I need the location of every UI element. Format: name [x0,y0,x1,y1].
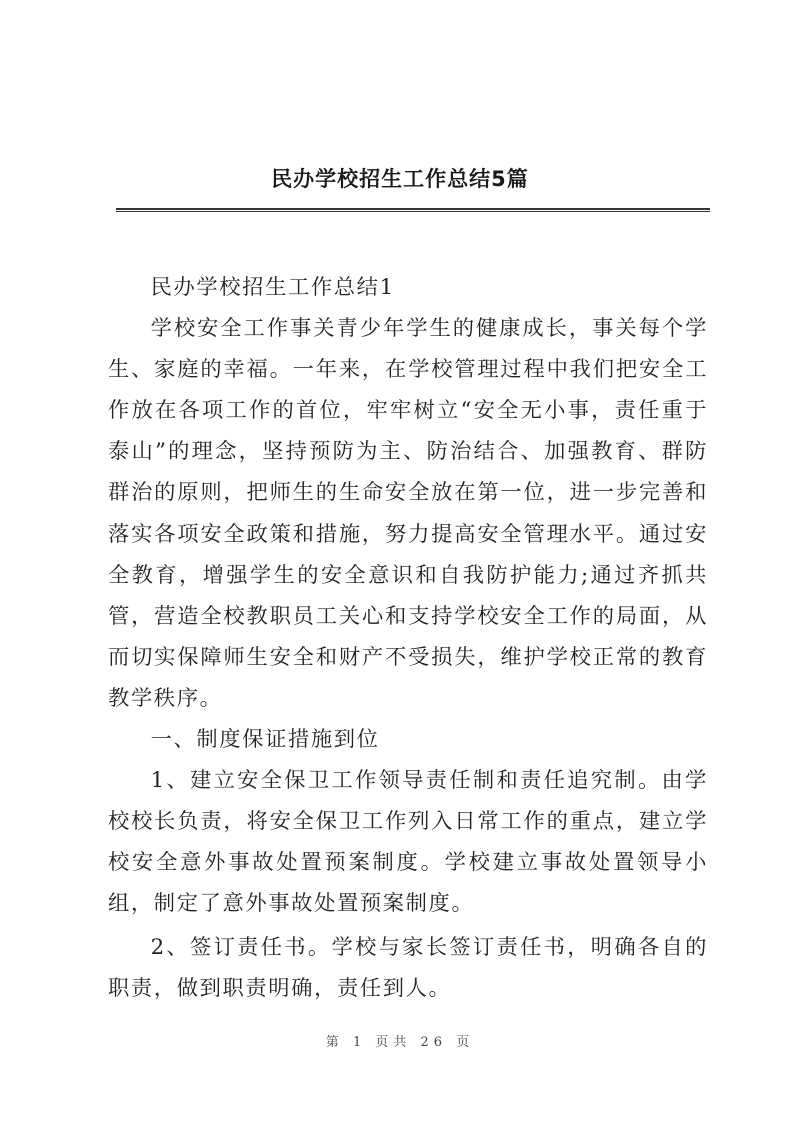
document-title: 民办学校招生工作总结5篇 [271,167,529,191]
section-heading: 民办学校招生工作总结1 [150,275,395,300]
paragraph-intro: 学校安全工作事关青少年学生的健康成长，事关每个学生、家庭的幸福。一年来，在学校管理过程中我们把安全工作放在各项工作的首位，牢牢树立“安全无小事，责任重于泰山”的理念，坚持预防为主、防治结合、加强教育、群防群治的原则，把师生的生命安全放在第一位，进一步完善和落实各项安全政策和措施，努力提高安全管理水平。通过安全教育，增强学生的安全意识和自我防护能力;通过齐抓共管，营造全校教职员工关心和支持学校安全工作的局面，从而切实保障师生安全和财产不受损失，维护学校正常的教育教学秩序。 [108,316,708,711]
footer-prefix: 第 [325,1035,344,1050]
document-body [108,267,708,1009]
title-divider [116,208,710,212]
paragraph-item-1: 1、建立安全保卫工作领导责任制和责任追究制。由学校校长负责，将安全保卫工作列入日常工作的重点，建立学校安全意外事故处置预案制度。学校建立事故处置领导小组，制定了意外事故处置预案制度。 [108,768,708,917]
footer-suffix: 页 [456,1035,475,1050]
paragraph-item-2: 2、签订责任书。学校与家长签订责任书，明确各自的职责，做到职责明确，责任到人。 [108,934,708,1001]
footer-total-pages: 26 [420,1035,448,1050]
page-number-footer [0,1031,800,1050]
footer-current-page: 1 [352,1035,367,1050]
footer-middle: 页共 [375,1035,412,1050]
subheading-system-guarantee: 一、制度保证措施到位 [150,727,380,753]
